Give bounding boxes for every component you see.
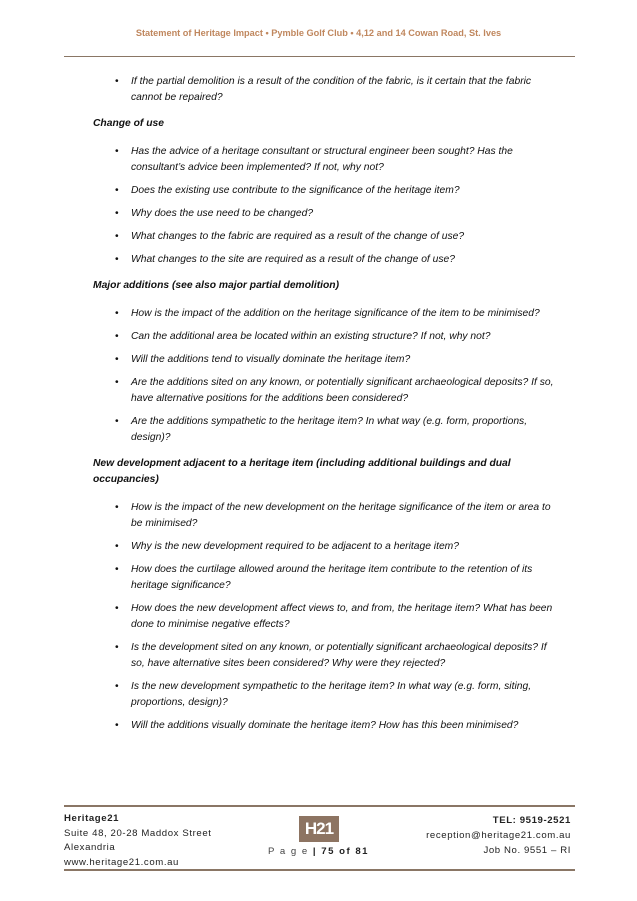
website-link[interactable]: www.heritage21.com.au [64,856,179,868]
company-name: Heritage21 [64,813,120,824]
change-of-use-list [93,144,563,268]
bullet-icon: • [115,185,119,196]
list-item: • Will the additions tend to visually dominate the heritage item? [93,352,563,368]
list-item: • Are the additions sympathetic to the heritage item? In what way (e.g. form, proportions, design)? [115,416,528,443]
intro-bullet-list [93,74,563,106]
list-item: • If the partial demolition is a result of the condition of the fabric, is it certain that the fabric cannot be repaired? [115,76,532,103]
bullet-icon: • [115,502,119,513]
list-item: • How is the impact of the addition on the heritage significance of the item to be minimised? [93,306,563,322]
bullet-icon: • [115,331,119,342]
list-item: • How does the curtilage allowed around the heritage item contribute to the retention of its heritage significance? [115,564,533,591]
page-label: P a g e [268,846,309,857]
page-count: 75 of 81 [321,846,369,857]
footer-contact-block [426,813,571,858]
footer-address-block [64,812,212,870]
address-line-1: Suite 48, 20-28 Maddox Street [64,827,212,839]
list-item: • Will the additions visually dominate the heritage item? How has this been minimised? [93,718,563,734]
bullet-icon: • [115,681,119,692]
bullet-icon: • [115,146,119,157]
section-heading-change-of-use: Change of use [93,118,164,129]
list-item: • Has the advice of a heritage consultant or structural engineer been sought? Has the consultant’s advice been implemented? If not, why not? [115,146,513,173]
bullet-icon: • [115,541,119,552]
page-separator: | [312,846,318,857]
heritage21-logo: H21 [299,816,339,842]
document-body [93,74,563,741]
bullet-icon: • [115,642,119,653]
new-development-list [93,500,563,734]
list-item: • Is the development sited on any known, or potentially significant archaeological deposits? If so, have alternative sites been considered? Why were they rejected? [115,642,547,669]
list-item: • How does the new development affect views to, and from, the heritage item? What has been done to minimise negative effects? [115,603,553,630]
header-divider [64,56,575,57]
list-item: • How is the impact of the new development on the heritage significance of the item or area to be minimised? [115,502,551,529]
footer-bottom-divider [64,869,575,871]
major-additions-list [93,306,563,446]
telephone: TEL: 9519-2521 [492,815,571,826]
list-item: • Can the additional area be located within an existing structure? If not, why not? [93,329,563,345]
email-link[interactable]: reception@heritage21.com.au [426,830,571,841]
bullet-icon: • [115,416,119,427]
list-item: • Does the existing use contribute to the significance of the heritage item? [93,183,563,199]
bullet-icon: • [115,254,119,265]
bullet-icon: • [115,208,119,219]
list-item: • Why does the use need to be changed? [93,206,563,222]
section-heading-major-additions: Major additions (see also major partial demolition) [93,280,340,291]
bullet-icon: • [115,231,119,242]
address-line-2: Alexandria [64,842,116,853]
list-item: • Is the new development sympathetic to the heritage item? In what way (e.g. form, siting, proportions, design)? [115,681,532,708]
list-item: • What changes to the site are required as a result of the change of use? [93,252,563,268]
bullet-icon: • [115,603,119,614]
bullet-icon: • [115,377,119,388]
footer-top-divider [64,805,575,807]
bullet-icon: • [115,720,119,731]
list-item: • Why is the new development required to be adjacent to a heritage item? [93,539,563,555]
page-header-title: Statement of Heritage Impact • Pymble Golf Club • 4,12 and 14 Cowan Road, St. Ives [135,28,502,38]
bullet-icon: • [115,76,119,87]
section-heading-new-development: New development adjacent to a heritage item (including additional buildings and dual occupancies) [93,458,511,485]
bullet-icon: • [115,354,119,365]
bullet-icon: • [115,564,119,575]
job-number: Job No. 9551 – RI [483,845,571,856]
list-item: • What changes to the fabric are required as a result of the change of use? [93,229,563,245]
list-item: • Are the additions sited on any known, or potentially significant archaeological deposits? If so, have alternative positions for the additions been considered? [115,377,554,404]
bullet-icon: • [115,308,119,319]
